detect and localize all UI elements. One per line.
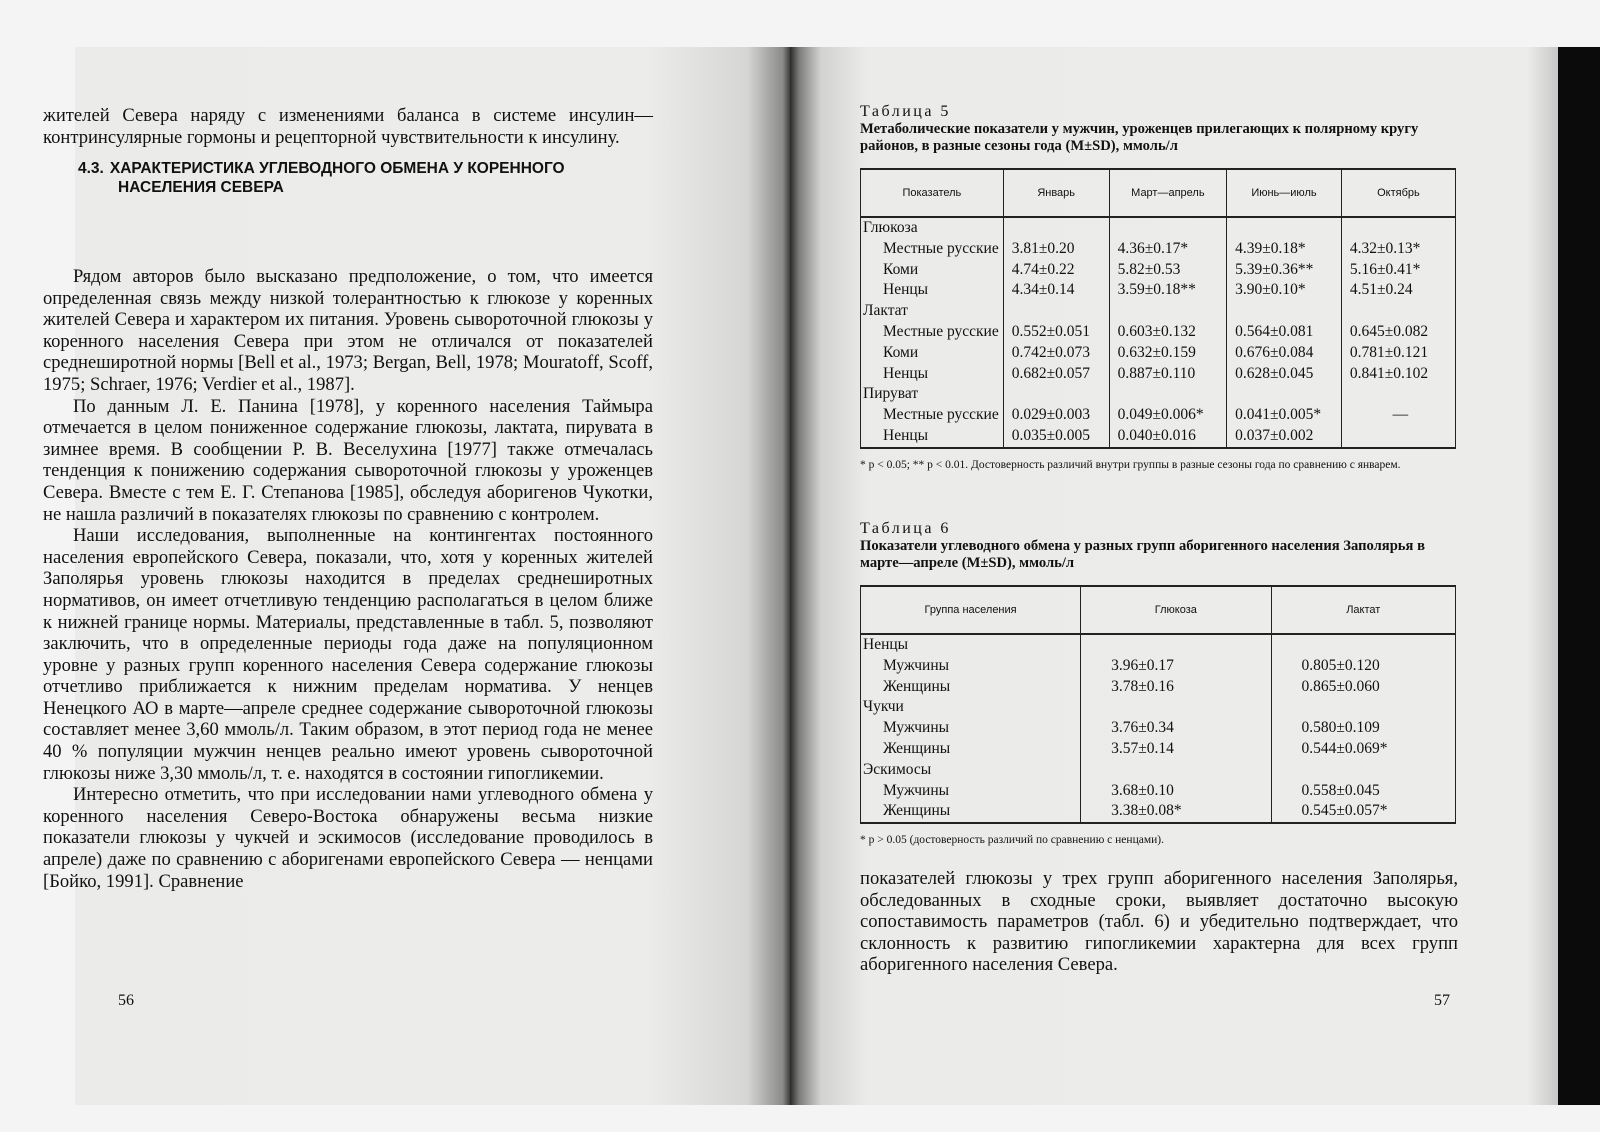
group-label: Ненцы bbox=[861, 634, 1081, 656]
table-row: Местные русские 0.029±0.003 0.049±0.006* 0.041±0.005* — bbox=[861, 405, 1456, 426]
left-body bbox=[43, 266, 653, 892]
group-label: Глюкоза bbox=[861, 217, 1004, 239]
table-row: Местные русские 0.552±0.051 0.603±0.132 0.564±0.081 0.645±0.082 bbox=[861, 322, 1456, 343]
table-row: Мужчины 3.76±0.34 0.580±0.109 bbox=[861, 718, 1456, 739]
left-top-paragraph: жителей Севера наряду с изменениями баланса в системе инсулин—контринсулярные гормоны и рецепторной чувствительности к инсулину. bbox=[43, 105, 653, 148]
table5-header: Июнь—июль bbox=[1227, 169, 1342, 217]
table-row: Мужчины 3.68±0.10 0.558±0.045 bbox=[861, 781, 1456, 802]
table-row: Мужчины 3.96±0.17 0.805±0.120 bbox=[861, 656, 1456, 677]
paragraph: Рядом авторов было высказано предположение, о том, что имеется определенная связь между низкой толерантностью к глюкозе у коренных жителей Севера и характером их питания. Уровень сывороточной глюкозы у коренного населения Севера при этом не отличался от показателей среднеширотной нормы [Bell et al., 1973; Bergan, Bell, 1978; Mouratoff, Scoff, 1975; Schraer, 1976; Verdier et al., 1987]. bbox=[43, 266, 653, 395]
table-row: Женщины 3.57±0.14 0.544±0.069* bbox=[861, 739, 1456, 760]
book-edge bbox=[1558, 47, 1600, 1105]
table-row: Коми 4.74±0.22 5.82±0.53 5.39±0.36** 5.16±0.41* bbox=[861, 260, 1456, 281]
group-label: Лактат bbox=[861, 301, 1004, 322]
table-row: Женщины 3.78±0.16 0.865±0.060 bbox=[861, 677, 1456, 698]
table-row: Ненцы 0.035±0.005 0.040±0.016 0.037±0.002 bbox=[861, 426, 1456, 448]
section-number: 4.3. bbox=[78, 160, 104, 177]
table5-caption: Таблица 5 bbox=[860, 103, 951, 120]
table-row: Коми 0.742±0.073 0.632±0.159 0.676±0.084 0.781±0.121 bbox=[861, 343, 1456, 364]
group-label: Пируват bbox=[861, 384, 1004, 405]
table-row: Ненцы 4.34±0.14 3.59±0.18** 3.90±0.10* 4.51±0.24 bbox=[861, 280, 1456, 301]
group-label: Эскимосы bbox=[861, 760, 1081, 781]
table5-note: * p < 0.05; ** p < 0.01. Достоверность различий внутри группы в разные сезоны года по сравнению с январем. bbox=[860, 458, 1401, 471]
page-number-left: 56 bbox=[118, 992, 134, 1009]
table5-header: Октябрь bbox=[1341, 169, 1455, 217]
table-row: Местные русские 3.81±0.20 4.36±0.17* 4.39±0.18* 4.32±0.13* bbox=[861, 239, 1456, 260]
table6-block bbox=[860, 520, 1456, 848]
paragraph: По данным Л. Е. Панина [1978], у коренного населения Таймыра отмечается в целом пониженное содержание глюкозы, лактата, пирувата в зимнее время. В сообщении Р. В. Веселухина [1977] также отмечалась тенденция к понижению содержания сывороточной глюкозы у уроженцев Севера. Вместе с тем Е. Г. Степанова [1985], обследуя аборигенов Чукотки, не нашла различий в показателях глюкозы по сравнению с контролем. bbox=[43, 395, 653, 525]
table6-header: Глюкоза bbox=[1081, 586, 1271, 634]
table6-header: Группа населения bbox=[861, 586, 1081, 634]
paragraph: Интересно отметить, что при исследовании нами углеводного обмена у коренного населения Северо-Востока обнаружены весьма низкие показатели глюкозы у чукчей и эскимосов (исследование проводилось в апреле) даже по сравнению с аборигенами европейского Севера — ненцами [Бойко, 1991]. Сравнение bbox=[43, 784, 653, 892]
right-bottom-paragraph: показателей глюкозы у трех групп аборигенного населения Заполярья, обследованных в сходные сроки, выявляет достаточно высокую сопоставимость параметров (табл. 6) и убедительно подтверждает, что склонность к развитию гипогликемии характерна для всех групп аборигенного населения Севера. bbox=[860, 868, 1458, 976]
table6 bbox=[860, 585, 1456, 824]
table5 bbox=[860, 168, 1456, 449]
table6-note: * p > 0.05 (достоверность различий по сравнению с ненцами). bbox=[860, 834, 1164, 847]
section-heading bbox=[78, 159, 638, 197]
table5-block bbox=[860, 103, 1456, 473]
page-number-right: 57 bbox=[1434, 992, 1450, 1009]
table-row: Женщины 3.38±0.08* 0.545±0.057* bbox=[861, 801, 1456, 823]
section-title-line2: НАСЕЛЕНИЯ СЕВЕРА bbox=[118, 179, 284, 196]
paragraph: Наши исследования, выполненные на контингентах постоянного населения европейского Севера, показали, что, хотя у коренных жителей Заполярья уровень глюкозы находится в пределах среднеширотных нормативов, он имеет отчетливую тенденцию располагаться в целом ближе к нижней границе нормы. Материалы, представленные в табл. 5, позволяют заключить, что в определенные периоды года даже на популяционном уровне у разных групп коренного населения Севера содержание глюкозы отчетливо приближается к нижним пределам норматива. У ненцев Ненецкого АО в марте—апреле среднее содержание сывороточной глюкозы составляет менее 3,60 ммоль/л. Таким образом, в этот период года не менее 40 % популяции мужчин ненцев реально имеют уровень сывороточной глюкозы ниже 3,30 ммоль/л, т. е. находятся в состоянии гипогликемии. bbox=[43, 525, 653, 784]
table5-header: Январь bbox=[1003, 169, 1109, 217]
section-title-line1: ХАРАКТЕРИСТИКА УГЛЕВОДНОГО ОБМЕНА У КОРЕННОГО bbox=[109, 160, 565, 177]
table-row: Ненцы 0.682±0.057 0.887±0.110 0.628±0.045 0.841±0.102 bbox=[861, 364, 1456, 385]
table5-header: Показатель bbox=[861, 169, 1004, 217]
table5-header: Март—апрель bbox=[1109, 169, 1226, 217]
table5-title: Метаболические показатели у мужчин, уроженцев прилегающих к полярному кругу районов, в разные сезоны года (M±SD), ммоль/л bbox=[860, 121, 1419, 154]
table6-header: Лактат bbox=[1271, 586, 1455, 634]
group-label: Чукчи bbox=[861, 697, 1081, 718]
table6-title: Показатели углеводного обмена у разных групп аборигенного населения Заполярья в марте—апреле (M±SD), ммоль/л bbox=[860, 538, 1425, 571]
table6-caption: Таблица 6 bbox=[860, 520, 951, 537]
